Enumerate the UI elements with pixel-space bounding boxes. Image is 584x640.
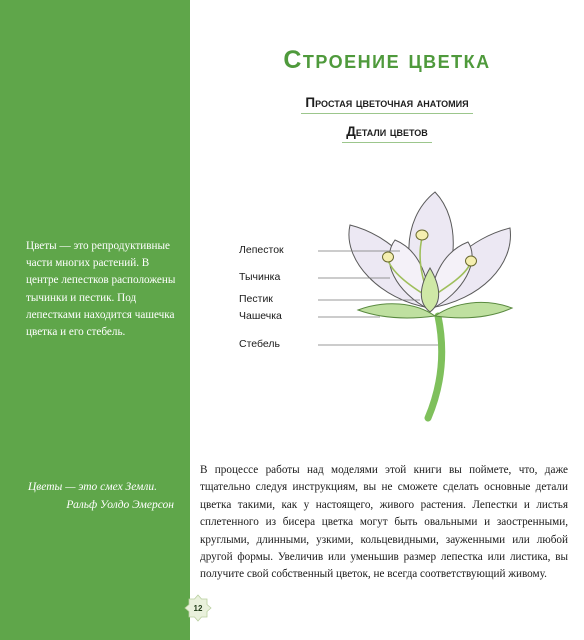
flower-diagram [230, 180, 530, 430]
subtitle-anatomy [190, 95, 584, 114]
stem [428, 316, 442, 418]
label-sepal: Чашечка [239, 310, 282, 322]
page-title: Строение цветка [283, 46, 491, 74]
page-number [184, 594, 212, 622]
page-number-text: 12 [193, 603, 203, 613]
sidebar-text: Цветы — это репродуктивные части многих растений. В центре лепестков расположены тычинки и пестик. Под лепестками находится чашечка цветка и его стебель. [26, 240, 176, 339]
anther-2 [383, 252, 394, 262]
epigraph-author: Ральф Уолдо Эмерсон [66, 499, 174, 511]
label-stem: Стебель [239, 338, 280, 350]
label-stamen: Тычинка [239, 271, 281, 283]
subtitle-details-text: Детали цветов [342, 124, 432, 143]
sidebar-panel [0, 0, 190, 640]
body-paragraph: В процессе работы над моделями этой книги вы поймете, что, даже тщательно следуя инструкциям, вы не сможете сделать основные детали цветка такими, как у настоящего, живого растения. Лепестки и листья сплетенного из бисера цветка могут быть овальными и заостренными, круглыми, длинными, узкими, кольцевидными, зауженными или любой другой формы. Увеличив или уменьшив размер лепестка или листика, вы получите свой собственный цветок, не всегда соответствующий живому. [200, 464, 568, 581]
anther-1 [416, 230, 428, 240]
label-pistil: Пестик [239, 293, 273, 305]
epigraph [28, 478, 180, 514]
epigraph-quote: Цветы — это смех Земли. [28, 481, 158, 493]
subtitle-anatomy-text: Простая цветочная анатомия [301, 95, 472, 114]
label-petal: Лепесток [239, 244, 284, 256]
subtitle-details [190, 124, 584, 143]
anther-3 [466, 256, 477, 266]
